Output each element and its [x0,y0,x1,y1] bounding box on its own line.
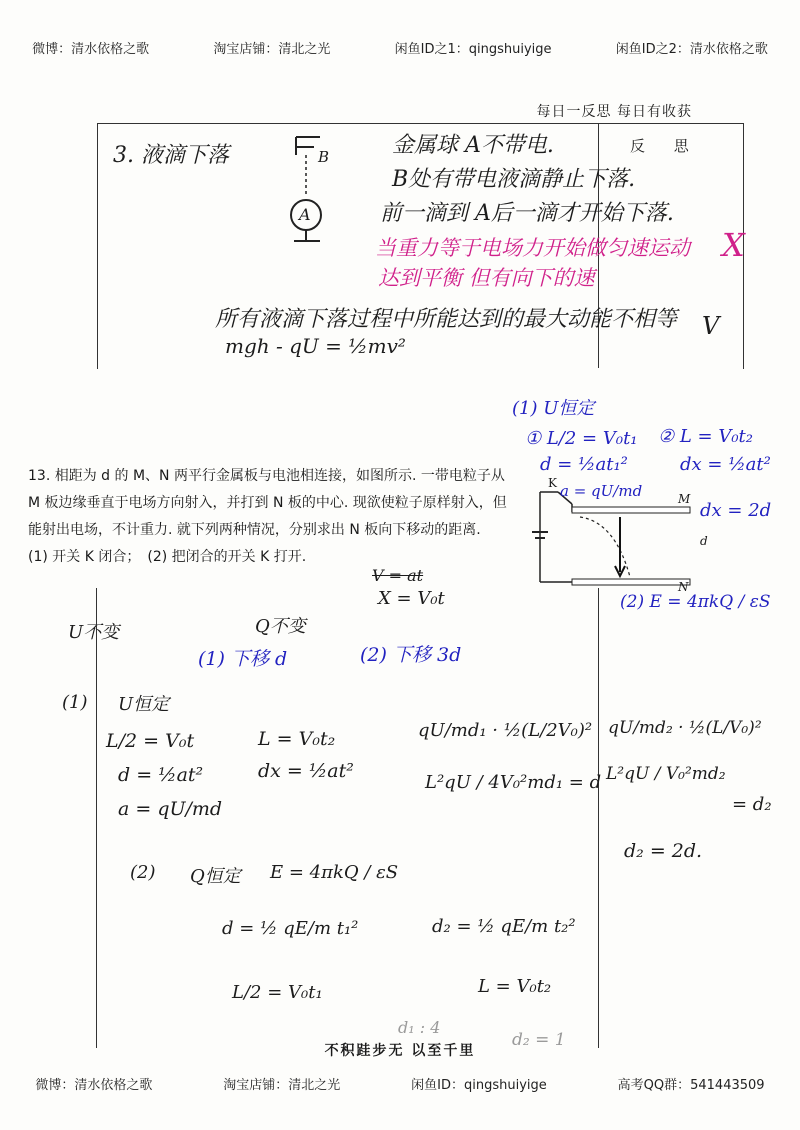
sol-a3: a = qU/md [118,798,223,820]
sol-f1: d₂ = ½ qE/m t₂² [432,916,576,937]
footer-xianyu: 闲鱼ID：qingshuiyige [411,1078,547,1093]
header-taobao: 淘宝店铺：清北之光 [213,42,331,57]
problem-parts: (1) 开关 K 闭合； (2) 把闭合的开关 K 打开. [28,549,307,565]
sol-e1: d = ½ qE/m t₁² [222,918,359,939]
label-d: d [700,534,708,548]
pink-x-mark: X [722,226,745,264]
note-line-1: 金属球 A不带电. [392,133,554,158]
sol-q-const: Q恒定 [190,866,241,887]
note-eq1b: d = ½at₁² [540,454,628,475]
note-u-unchanged: U不变 [68,622,120,643]
sol-d3: = d₂ [732,794,772,815]
sol-u-const: U恒定 [118,694,170,715]
header-xianyu1: 闲鱼ID之1：qingshuiyige [394,42,552,57]
footer-taobao: 淘宝店铺：清北之光 [223,1078,341,1093]
sol-e2: L/2 = V₀t₁ [232,982,323,1003]
top-title: 3. 液滴下落 [113,143,229,168]
label-a: A [299,205,311,224]
label-m: M [678,492,691,506]
part2-label: (2) [130,862,156,883]
sol-c1: qU/md₁ · ½(L/2V₀)² [418,720,593,741]
summary-check: V [702,312,720,340]
label-b: B [318,148,330,166]
sol-f2: L = V₀t₂ [478,976,552,997]
reflect-label: 反 思 [630,137,701,155]
sol-a2: d = ½at² [118,764,204,786]
note-u-const: (1) U恒定 [512,398,595,419]
label-k: K [548,476,557,490]
sol-b1: L = V₀t₂ [258,728,336,750]
answer-2: (2) 下移 3d [360,644,462,666]
sol-g1: d₁ : 4 [398,1018,441,1037]
pink-line-2: 达到平衡 但有向下的速 [378,266,595,290]
problem-text: 13. 相距为 d 的 M、N 两平行金属板与电池相连接，如图所示. 一带电粒子从 M 板边缘垂直于电场方向射入，并打到 N 板的中心. 现欲使粒子原样射入，但能射出电场，不计重力. 就下列两种情况，分别求出 N 板向下移动的距离. [28,468,507,538]
note-eq2b: dx = ½at² [680,454,771,475]
summary-line: 所有液滴下落过程中所能达到的最大动能不相等 [215,307,678,332]
note-eq2c: dx = 2d [700,500,772,521]
note-eq1c: a = qU/md [560,482,643,500]
droplet-sketch [280,125,340,245]
bottom-motto: 不积跬步无 以至千里 [324,1043,476,1059]
sol-e-formula: E = 4πkQ / εS [270,862,399,883]
sol-b2: dx = ½at² [258,760,354,782]
note-line-2: B处有带电液滴静止下落. [392,167,636,192]
sol-d4: d₂ = 2d. [624,840,703,862]
note-eq1: ① L/2 = V₀t₁ [525,428,638,449]
footer-weibo: 微博：清水依格之歌 [35,1078,153,1093]
footer-qq: 高考QQ群：541443509 [617,1078,765,1093]
part1-label: (1) [62,692,88,713]
note-eq2: ② L = V₀t₂ [658,426,754,447]
note-line-3: 前一滴到 A后一滴才开始下落. [380,201,674,226]
pink-line-1: 当重力等于电场力开始做匀速运动 [375,236,690,260]
note-eq3: (2) E = 4πkQ / εS [620,592,771,612]
sol-a1: L/2 = V₀t [106,730,195,752]
header [0,38,800,57]
answer-1: (1) 下移 d [198,648,288,670]
crossed-note: V = at [372,566,424,585]
sol-g2: d₂ = 1 [512,1030,566,1050]
header-weibo: 微博：清水依格之歌 [32,42,150,57]
sol-d2: L²qU / V₀²md₂ [606,764,726,784]
motto-top: 每日一反思 每日有收获 [536,104,692,120]
label-n: N [678,580,689,594]
solution-divider [598,588,599,1048]
footer [0,1074,800,1093]
note-q-unchanged: Q不变 [255,616,306,637]
energy-equation: mgh - qU = ½mv² [225,334,406,358]
problem-13 [28,463,508,571]
header-xianyu2: 闲鱼ID之2：清水依格之歌 [615,42,768,57]
sol-d1: qU/md₂ · ½(L/V₀)² [608,718,762,738]
note-x: X = V₀t [378,588,445,609]
sol-c2: L²qU / 4V₀²md₁ = d [425,772,602,793]
